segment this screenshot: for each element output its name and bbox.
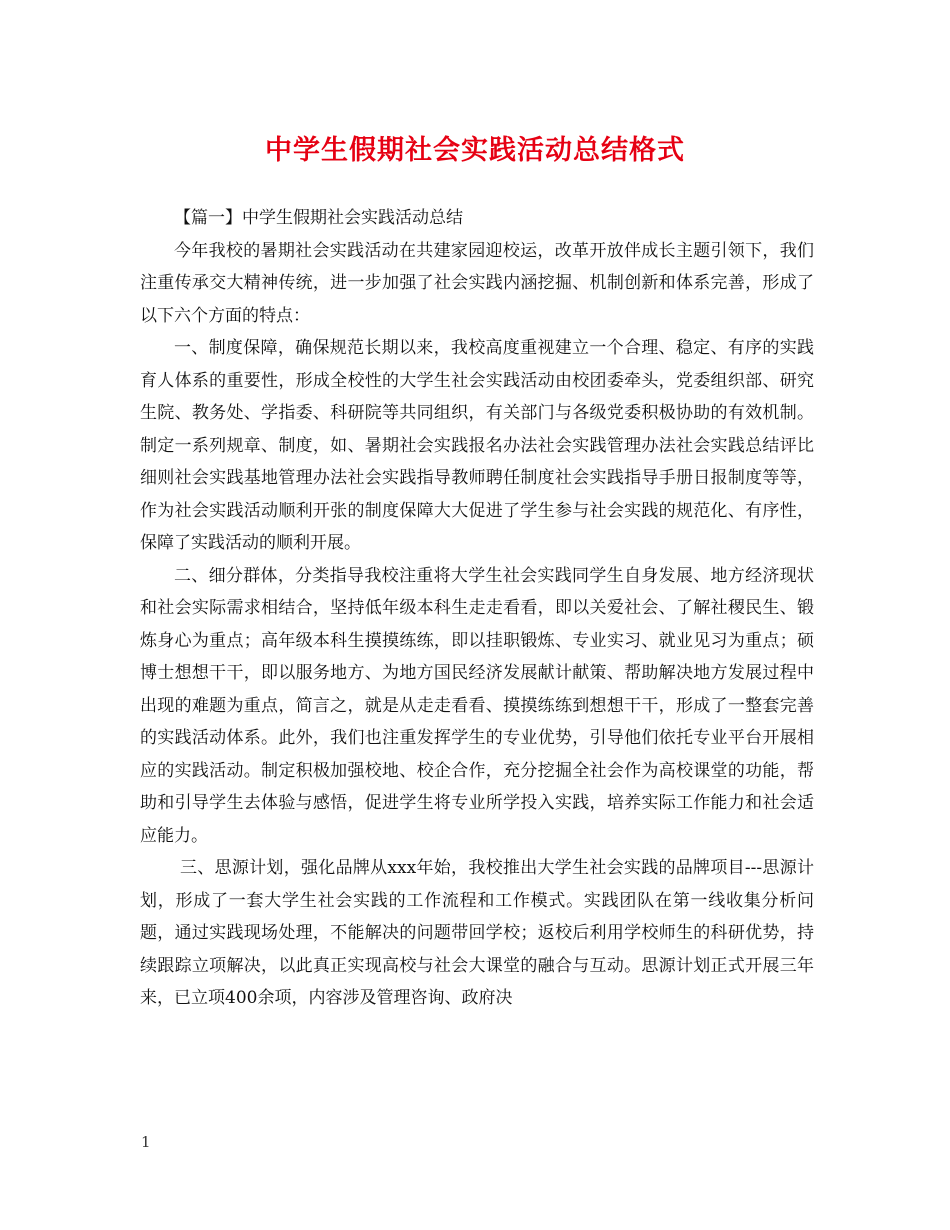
paragraph-institutional-guarantee: 一、制度保障，确保规范长期以来，我校高度重视建立一个合理、稳定、有序的实践育人体系的重要性，形成全校性的大学生社会实践活动由校团委牵头，党委组织部、研究生院、教务处、学指委、科研院等共同组织，有关部门与各级党委积极协助的有效机制。制定一系列规章、制度，如、暑期社会实践报名办法社会实践管理办法社会实践总结评比细则社会实践基地管理办法社会实践指导教师聘任制度社会实践指导手册日报制度等等，作为社会实践活动顺利开张的制度保障大大促进了学生参与社会实践的规范化、有序性，保障了实践活动的顺利开展。 bbox=[140, 338, 814, 553]
paragraph-siyuan-plan: 三、思源计划，强化品牌从xxx年始，我校推出大学生社会实践的品牌项目---思源计划，形成了一套大学生社会实践的工作流程和工作模式。实践团队在第一线收集分析问题，通过实践现场处理，不能解决的问题带回学校；返校后利用学校师生的科研优势，持续跟踪立项解决，以此真正实现高校与社会大课堂的融合与互动。思源计划正式开展三年来，已立项400余项，内容涉及管理咨询、政府决 bbox=[140, 858, 814, 1008]
page-number: 1 bbox=[141, 1133, 151, 1151]
paragraph-group-guidance: 二、细分群体，分类指导我校注重将大学生社会实践同学生自身发展、地方经济现状和社会实际需求相结合，坚持低年级本科生走走看看，即以关爱社会、了解社稷民生、锻炼身心为重点；高年级本科生摸摸练练，即以挂职锻炼、专业实习、就业见习为重点；硕博士想想干干，即以服务地方、为地方国民经济发展献计献策、帮助解决地方发展过程中出现的难题为重点，简言之，就是从走走看看、摸摸练练到想想干干，形成了一整套完善的实践活动体系。此外，我们也注重发挥学生的专业优势，引导他们依托专业平台开展相应的实践活动。制定积极加强校地、校企合作，充分挖掘全社会作为高校课堂的功能，帮助和引导学生去体验与感悟，促进学生将专业所学投入实践，培养实际工作能力和社会适应能力。 bbox=[140, 565, 814, 846]
document-title: 中学生假期社会实践活动总结格式 bbox=[265, 135, 685, 166]
document-body bbox=[140, 202, 814, 1015]
paragraph-intro: 今年我校的暑期社会实践活动在共建家园迎校运，改革开放伴成长主题引领下，我们注重传承交大精神传统，进一步加强了社会实践内涵挖掘、机制创新和体系完善，形成了以下六个方面的特点： bbox=[140, 240, 814, 326]
section-heading: 【篇一】中学生假期社会实践活动总结 bbox=[174, 208, 463, 228]
